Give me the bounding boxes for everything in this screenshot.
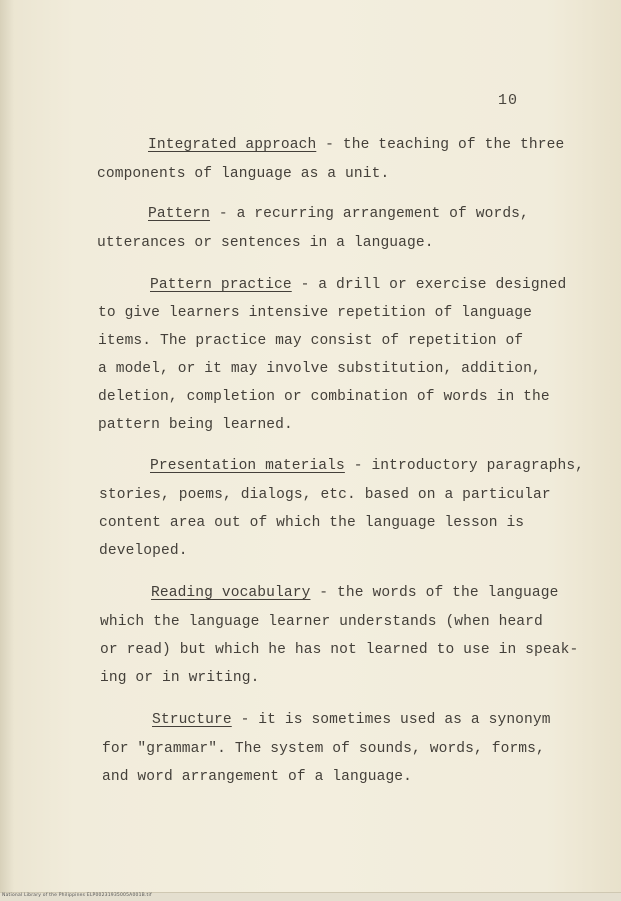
glossary-definition-line: utterances or sentences in a language. (97, 235, 434, 251)
glossary-definition-line: and word arrangement of a language. (102, 769, 413, 785)
glossary-definition-line: components of language as a unit. (97, 166, 390, 182)
glossary-definition-line: developed. (99, 543, 188, 559)
glossary-definition-line: deletion, completion or combination of words in the (98, 389, 550, 405)
glossary-definition-start: - a drill or exercise designed (291, 277, 567, 293)
glossary-definition-line: a model, or it may involve substitution, addition, (98, 361, 541, 377)
glossary-term: Reading vocabulary (151, 585, 311, 601)
glossary-entry-heading (150, 458, 584, 474)
page-number: 10 (498, 92, 519, 109)
glossary-definition-line: items. The practice may consist of repetition of (98, 333, 524, 349)
glossary-definition-line: pattern being learned. (98, 417, 293, 433)
scan-footer-text: National Library of the Philippines ELP00231935005A001B.tif (2, 893, 152, 898)
glossary-definition-line: to give learners intensive repetition of language (98, 305, 533, 321)
glossary-entry-heading (148, 137, 564, 153)
glossary-definition-start: - introductory paragraphs, (344, 458, 585, 474)
glossary-definition-line: stories, poems, dialogs, etc. based on a particular (99, 487, 551, 503)
glossary-definition-line: for "grammar". The system of sounds, words, forms, (102, 741, 545, 757)
glossary-definition-start: - the words of the language (310, 585, 559, 601)
glossary-definition-start: - the teaching of the three (316, 137, 565, 153)
glossary-definition-line: content area out of which the language lesson is (99, 515, 525, 531)
glossary-definition-line: ing or in writing. (100, 670, 260, 686)
glossary-definition-start: - it is sometimes used as a synonym (231, 712, 551, 728)
glossary-definition-line: or read) but which he has not learned to use in speak- (100, 642, 579, 658)
glossary-definition-line: which the language learner understands (when heard (100, 614, 543, 630)
glossary-entry-heading (152, 712, 551, 728)
glossary-term: Integrated approach (148, 137, 317, 153)
glossary-term: Pattern practice (150, 277, 292, 293)
page-edge-shadow (0, 0, 14, 892)
glossary-entry-heading (151, 585, 558, 601)
glossary-entry-heading (148, 206, 529, 222)
glossary-definition-start: - a recurring arrangement of words, (210, 206, 529, 222)
glossary-term: Presentation materials (150, 458, 345, 474)
glossary-term: Pattern (148, 206, 211, 222)
glossary-term: Structure (152, 712, 232, 728)
glossary-entry-heading (150, 277, 566, 293)
